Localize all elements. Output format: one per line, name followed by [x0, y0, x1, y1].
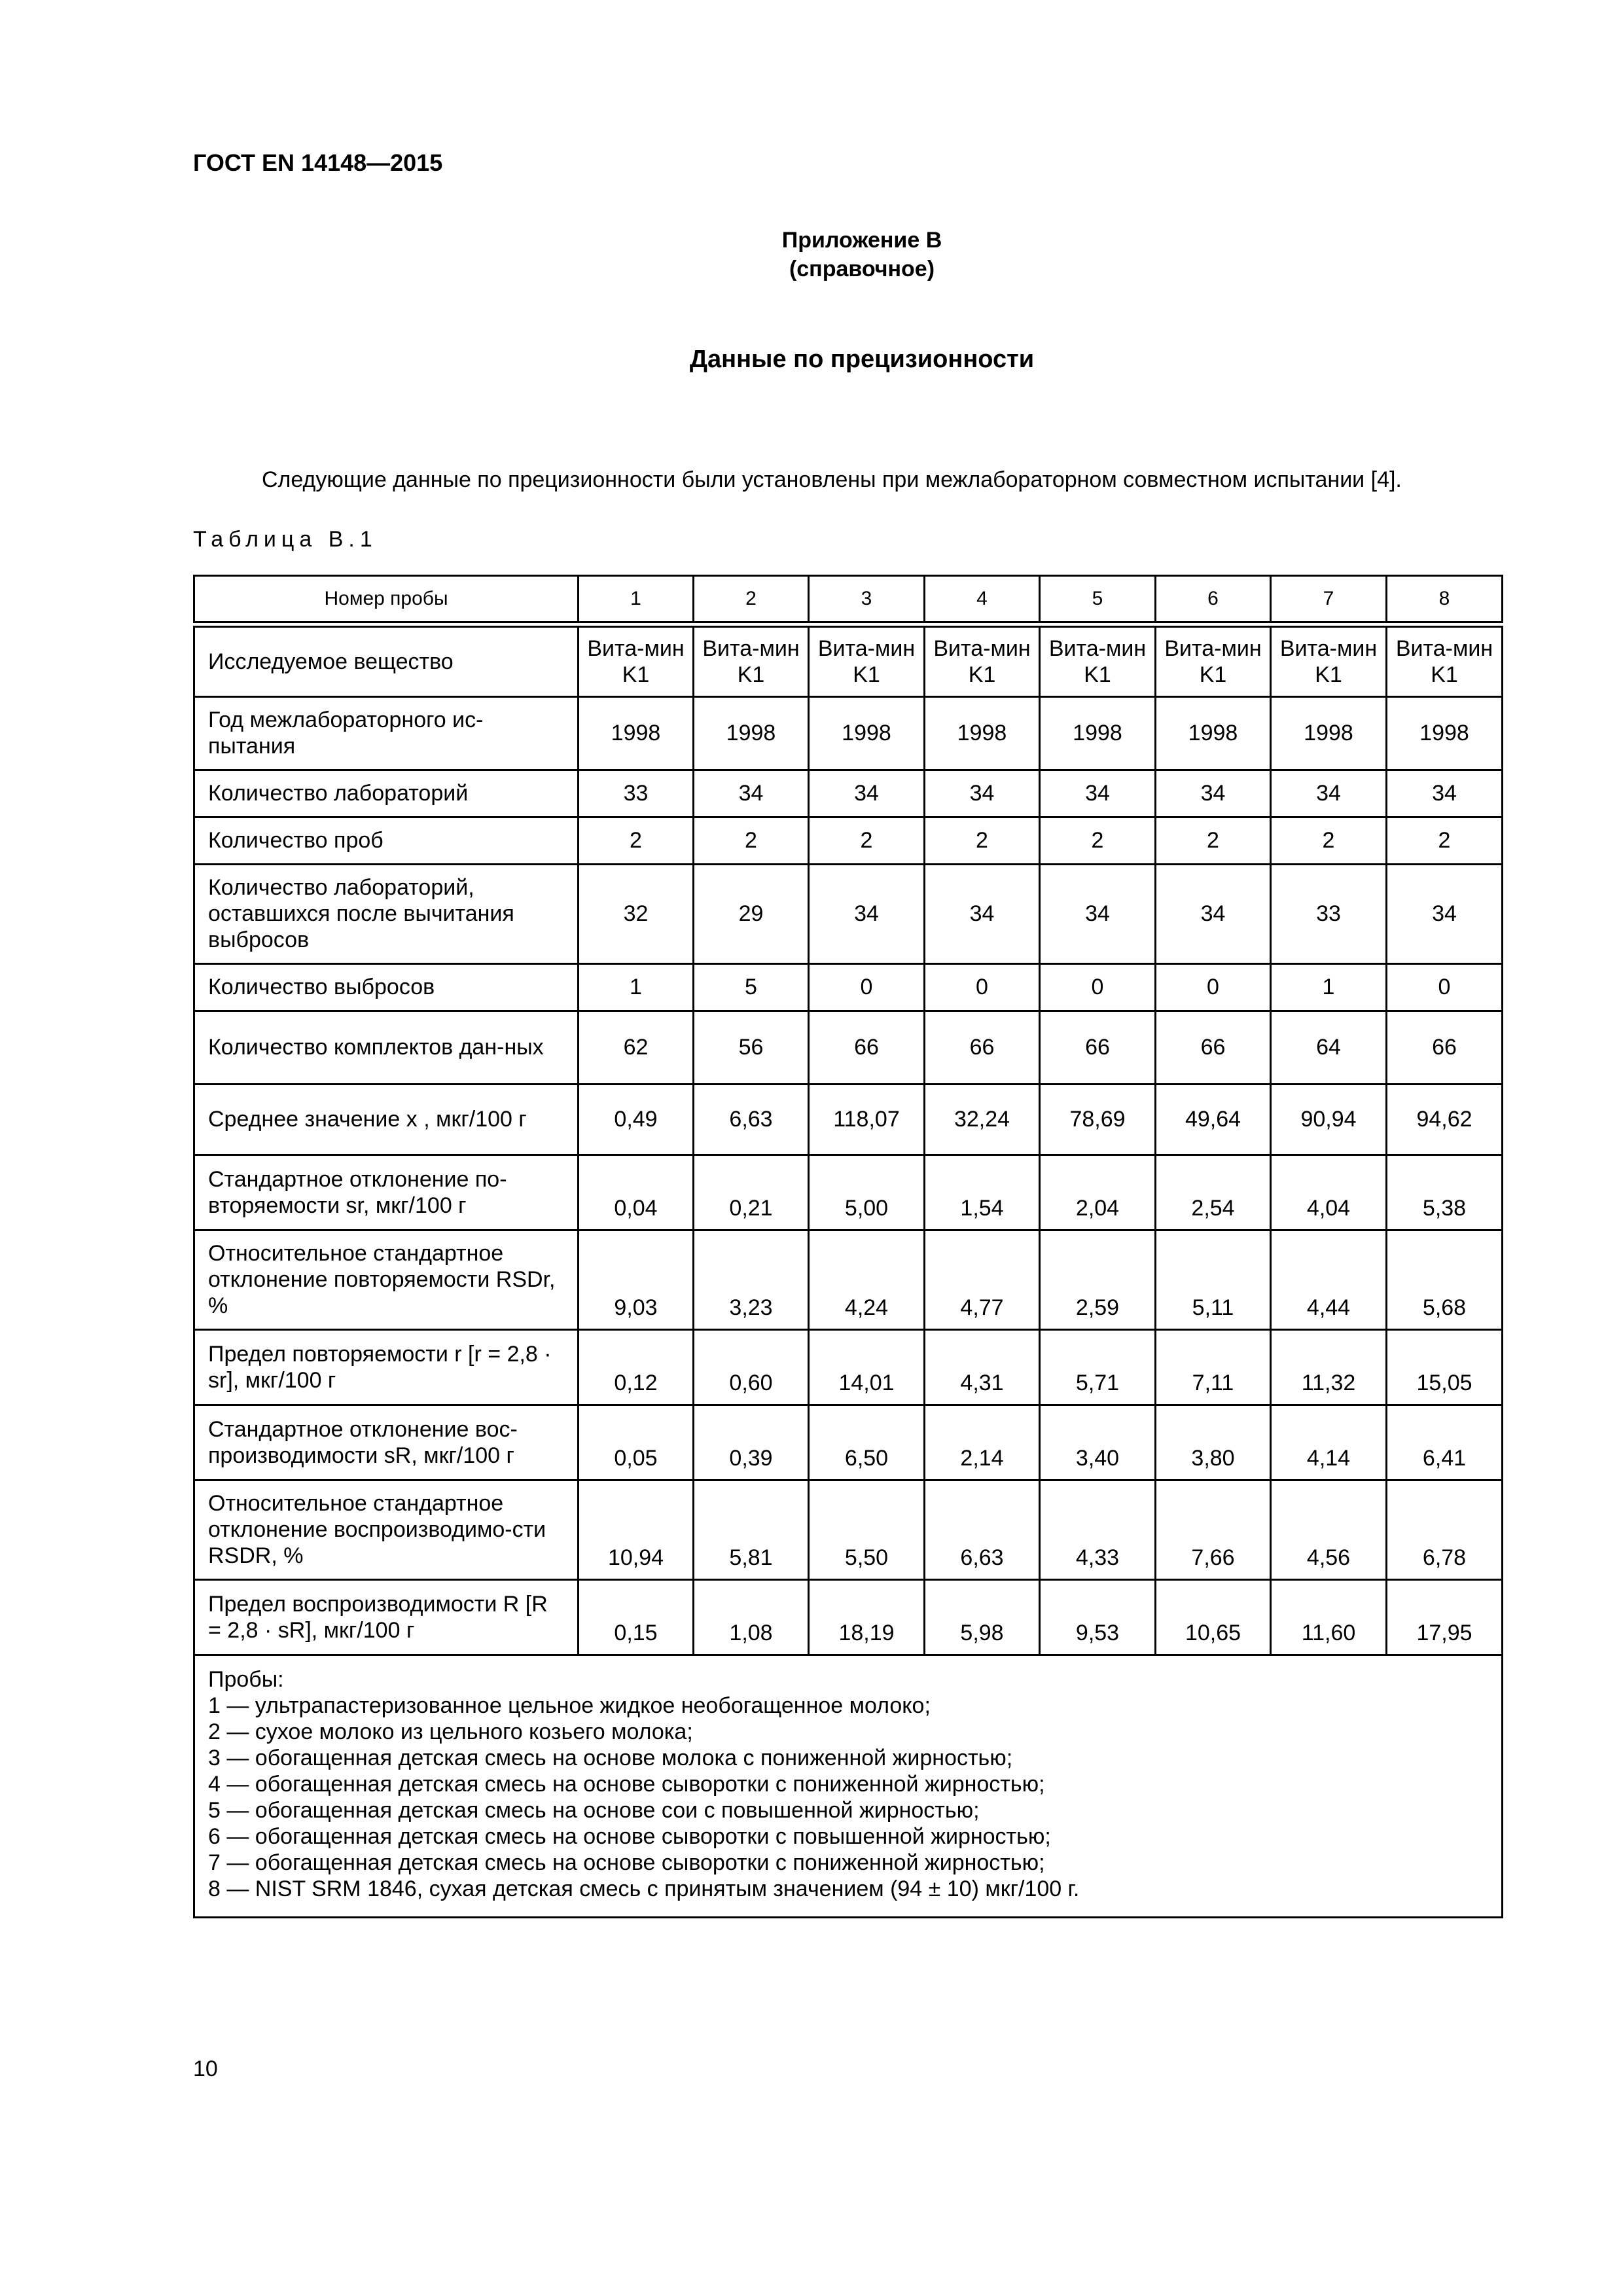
- value-cell: 0,60: [694, 1329, 809, 1405]
- row-label: Относительное стандартное отклонение повторяемости RSDr, %: [194, 1230, 579, 1329]
- row-label: Стандартное отклонение вос-производимости sR, мкг/100 г: [194, 1405, 579, 1480]
- value-cell: 1998: [1040, 696, 1156, 770]
- value-cell: 1998: [1387, 696, 1503, 770]
- value-cell: 2,59: [1040, 1230, 1156, 1329]
- table-row: [194, 963, 1503, 1011]
- value-cell: 2: [1156, 817, 1271, 864]
- value-cell: Вита-мин K1: [809, 624, 925, 696]
- value-cell: 34: [1387, 864, 1503, 963]
- value-cell: 0,49: [579, 1084, 694, 1155]
- value-cell: 5,71: [1040, 1329, 1156, 1405]
- value-cell: 2,14: [925, 1405, 1040, 1480]
- appendix-label: Приложение В: [781, 228, 942, 253]
- note-item: 7 — обогащенная детская смесь на основе сыворотки с пониженной жирностью;: [208, 1850, 1045, 1875]
- note-item: 8 — NIST SRM 1846, сухая детская смесь с принятым значением (94 ± 10) мкг/100 г.: [208, 1876, 1080, 1901]
- value-cell: 90,94: [1271, 1084, 1387, 1155]
- row-label: Стандартное отклонение по-вторяемости sr, мкг/100 г: [194, 1155, 579, 1230]
- table-row: [194, 624, 1503, 696]
- value-cell: 6,63: [925, 1480, 1040, 1579]
- header-cell-sample-2: 2: [694, 576, 809, 625]
- value-cell: 1998: [1156, 696, 1271, 770]
- note-item: 6 — обогащенная детская смесь на основе сыворотки с повышенной жирностью;: [208, 1823, 1051, 1849]
- value-cell: 1998: [1271, 696, 1387, 770]
- header-cell-sample-3: 3: [809, 576, 925, 625]
- value-cell: 2: [1040, 817, 1156, 864]
- note-item: 1 — ультрапастеризованное цельное жидкое необогащенное молоко;: [208, 1693, 931, 1718]
- value-cell: Вита-мин K1: [694, 624, 809, 696]
- value-cell: 5,00: [809, 1155, 925, 1230]
- value-cell: 2: [579, 817, 694, 864]
- value-cell: 66: [925, 1011, 1040, 1084]
- header-cell-sample-5: 5: [1040, 576, 1156, 625]
- table-row: [194, 770, 1503, 817]
- table-row: [194, 1579, 1503, 1655]
- value-cell: 1998: [809, 696, 925, 770]
- notes-cell: [194, 1655, 1503, 1917]
- value-cell: 5,81: [694, 1480, 809, 1579]
- value-cell: 14,01: [809, 1329, 925, 1405]
- note-item: 3 — обогащенная детская смесь на основе молока с пониженной жирностью;: [208, 1745, 1013, 1770]
- value-cell: 0: [1156, 963, 1271, 1011]
- value-cell: 18,19: [809, 1579, 925, 1655]
- value-cell: 2: [694, 817, 809, 864]
- precision-table: [193, 575, 1503, 1918]
- value-cell: 5,38: [1387, 1155, 1503, 1230]
- value-cell: 4,56: [1271, 1480, 1387, 1579]
- value-cell: 0,15: [579, 1579, 694, 1655]
- notes-row: [194, 1655, 1503, 1917]
- value-cell: 1998: [694, 696, 809, 770]
- table-header-row: [194, 576, 1503, 625]
- value-cell: 2: [809, 817, 925, 864]
- value-cell: 3,23: [694, 1230, 809, 1329]
- row-label: Количество проб: [194, 817, 579, 864]
- value-cell: 3,40: [1040, 1405, 1156, 1480]
- value-cell: 6,78: [1387, 1480, 1503, 1579]
- row-label: Относительное стандартное отклонение воспроизводимо-сти RSDR, %: [194, 1480, 579, 1579]
- header-cell-sample-1: 1: [579, 576, 694, 625]
- value-cell: 34: [1271, 770, 1387, 817]
- table-row: [194, 817, 1503, 864]
- value-cell: 0: [1040, 963, 1156, 1011]
- value-cell: Вита-мин K1: [579, 624, 694, 696]
- value-cell: 4,04: [1271, 1155, 1387, 1230]
- value-cell: 6,50: [809, 1405, 925, 1480]
- value-cell: 11,32: [1271, 1329, 1387, 1405]
- value-cell: 118,07: [809, 1084, 925, 1155]
- value-cell: 34: [1156, 770, 1271, 817]
- value-cell: 94,62: [1387, 1084, 1503, 1155]
- value-cell: 10,94: [579, 1480, 694, 1579]
- row-label: Год межлабораторного ис-пытания: [194, 696, 579, 770]
- value-cell: 64: [1271, 1011, 1387, 1084]
- row-label: Предел воспроизводимости R [R = 2,8 · sR], мкг/100 г: [194, 1579, 579, 1655]
- value-cell: 5: [694, 963, 809, 1011]
- header-cell-sample-number: Номер пробы: [194, 576, 579, 625]
- value-cell: 5,50: [809, 1480, 925, 1579]
- value-cell: 4,44: [1271, 1230, 1387, 1329]
- value-cell: 5,11: [1156, 1230, 1271, 1329]
- note-item: 2 — сухое молоко из цельного козьего молока;: [208, 1719, 693, 1744]
- value-cell: 56: [694, 1011, 809, 1084]
- value-cell: 32,24: [925, 1084, 1040, 1155]
- value-cell: 9,53: [1040, 1579, 1156, 1655]
- value-cell: 4,31: [925, 1329, 1040, 1405]
- table-row: [194, 864, 1503, 963]
- table-row: [194, 1405, 1503, 1480]
- value-cell: Вита-мин K1: [1156, 624, 1271, 696]
- value-cell: 34: [1387, 770, 1503, 817]
- value-cell: 1,08: [694, 1579, 809, 1655]
- value-cell: 15,05: [1387, 1329, 1503, 1405]
- value-cell: 32: [579, 864, 694, 963]
- value-cell: 33: [579, 770, 694, 817]
- value-cell: 6,41: [1387, 1405, 1503, 1480]
- value-cell: Вита-мин K1: [1387, 624, 1503, 696]
- table-row: [194, 1230, 1503, 1329]
- row-label: Предел повторяемости r [r = 2,8 · sr], мкг/100 г: [194, 1329, 579, 1405]
- row-label: Количество комплектов дан-ных: [194, 1011, 579, 1084]
- value-cell: 34: [809, 864, 925, 963]
- value-cell: 66: [1387, 1011, 1503, 1084]
- value-cell: 3,80: [1156, 1405, 1271, 1480]
- value-cell: 4,33: [1040, 1480, 1156, 1579]
- value-cell: 0,05: [579, 1405, 694, 1480]
- value-cell: 11,60: [1271, 1579, 1387, 1655]
- appendix-heading: [0, 226, 1623, 283]
- value-cell: 0: [1387, 963, 1503, 1011]
- row-label: Количество лабораторий, оставшихся после вычитания выбросов: [194, 864, 579, 963]
- value-cell: 17,95: [1387, 1579, 1503, 1655]
- value-cell: 5,68: [1387, 1230, 1503, 1329]
- value-cell: Вита-мин K1: [925, 624, 1040, 696]
- value-cell: 34: [694, 770, 809, 817]
- intro-paragraph: Следующие данные по прецизионности были установлены при межлабораторном совместном испытании [4].: [262, 467, 1402, 492]
- header-cell-sample-4: 4: [925, 576, 1040, 625]
- table-row: [194, 1155, 1503, 1230]
- value-cell: 29: [694, 864, 809, 963]
- value-cell: 4,14: [1271, 1405, 1387, 1480]
- value-cell: 1: [1271, 963, 1387, 1011]
- value-cell: Вита-мин K1: [1040, 624, 1156, 696]
- document-code: ГОСТ EN 14148—2015: [193, 149, 443, 176]
- value-cell: 0,12: [579, 1329, 694, 1405]
- row-label: Количество лабораторий: [194, 770, 579, 817]
- section-title: Данные по прецизионности: [689, 346, 1035, 373]
- value-cell: 0,04: [579, 1155, 694, 1230]
- value-cell: Вита-мин K1: [1271, 624, 1387, 696]
- table-row: [194, 1480, 1503, 1579]
- value-cell: 2,54: [1156, 1155, 1271, 1230]
- header-cell-sample-7: 7: [1271, 576, 1387, 625]
- note-item: 5 — обогащенная детская смесь на основе сои с повышенной жирностью;: [208, 1797, 980, 1823]
- table-row: [194, 696, 1503, 770]
- value-cell: 2: [925, 817, 1040, 864]
- table-row: [194, 1084, 1503, 1155]
- table-row: [194, 1329, 1503, 1405]
- page-number: 10: [193, 2056, 218, 2081]
- value-cell: 0,21: [694, 1155, 809, 1230]
- table-row: [194, 1011, 1503, 1084]
- value-cell: 5,98: [925, 1579, 1040, 1655]
- appendix-type: (справочное): [789, 257, 935, 281]
- value-cell: 7,66: [1156, 1480, 1271, 1579]
- value-cell: 33: [1271, 864, 1387, 963]
- value-cell: 0,39: [694, 1405, 809, 1480]
- value-cell: 1: [579, 963, 694, 1011]
- header-cell-sample-6: 6: [1156, 576, 1271, 625]
- value-cell: 66: [809, 1011, 925, 1084]
- value-cell: 66: [1156, 1011, 1271, 1084]
- row-label: Исследуемое вещество: [194, 624, 579, 696]
- value-cell: 9,03: [579, 1230, 694, 1329]
- value-cell: 2: [1387, 817, 1503, 864]
- value-cell: 1998: [579, 696, 694, 770]
- value-cell: 34: [809, 770, 925, 817]
- value-cell: 1998: [925, 696, 1040, 770]
- value-cell: 0: [809, 963, 925, 1011]
- value-cell: 7,11: [1156, 1329, 1271, 1405]
- value-cell: 34: [925, 770, 1040, 817]
- value-cell: 49,64: [1156, 1084, 1271, 1155]
- value-cell: 62: [579, 1011, 694, 1084]
- note-item: 4 — обогащенная детская смесь на основе сыворотки с пониженной жирностью;: [208, 1771, 1045, 1797]
- value-cell: 34: [925, 864, 1040, 963]
- value-cell: 78,69: [1040, 1084, 1156, 1155]
- value-cell: 4,77: [925, 1230, 1040, 1329]
- value-cell: 6,63: [694, 1084, 809, 1155]
- row-label: Количество выбросов: [194, 963, 579, 1011]
- value-cell: 2,04: [1040, 1155, 1156, 1230]
- value-cell: 10,65: [1156, 1579, 1271, 1655]
- table-caption: Таблица В.1: [193, 527, 378, 552]
- value-cell: 66: [1040, 1011, 1156, 1084]
- value-cell: 2: [1271, 817, 1387, 864]
- row-label: Среднее значение x , мкг/100 г: [194, 1084, 579, 1155]
- value-cell: 0: [925, 963, 1040, 1011]
- value-cell: 34: [1040, 770, 1156, 817]
- header-cell-sample-8: 8: [1387, 576, 1503, 625]
- value-cell: 4,24: [809, 1230, 925, 1329]
- value-cell: 34: [1040, 864, 1156, 963]
- value-cell: 34: [1156, 864, 1271, 963]
- table-body: [194, 576, 1503, 1918]
- value-cell: 1,54: [925, 1155, 1040, 1230]
- notes-heading: Пробы:: [208, 1666, 284, 1692]
